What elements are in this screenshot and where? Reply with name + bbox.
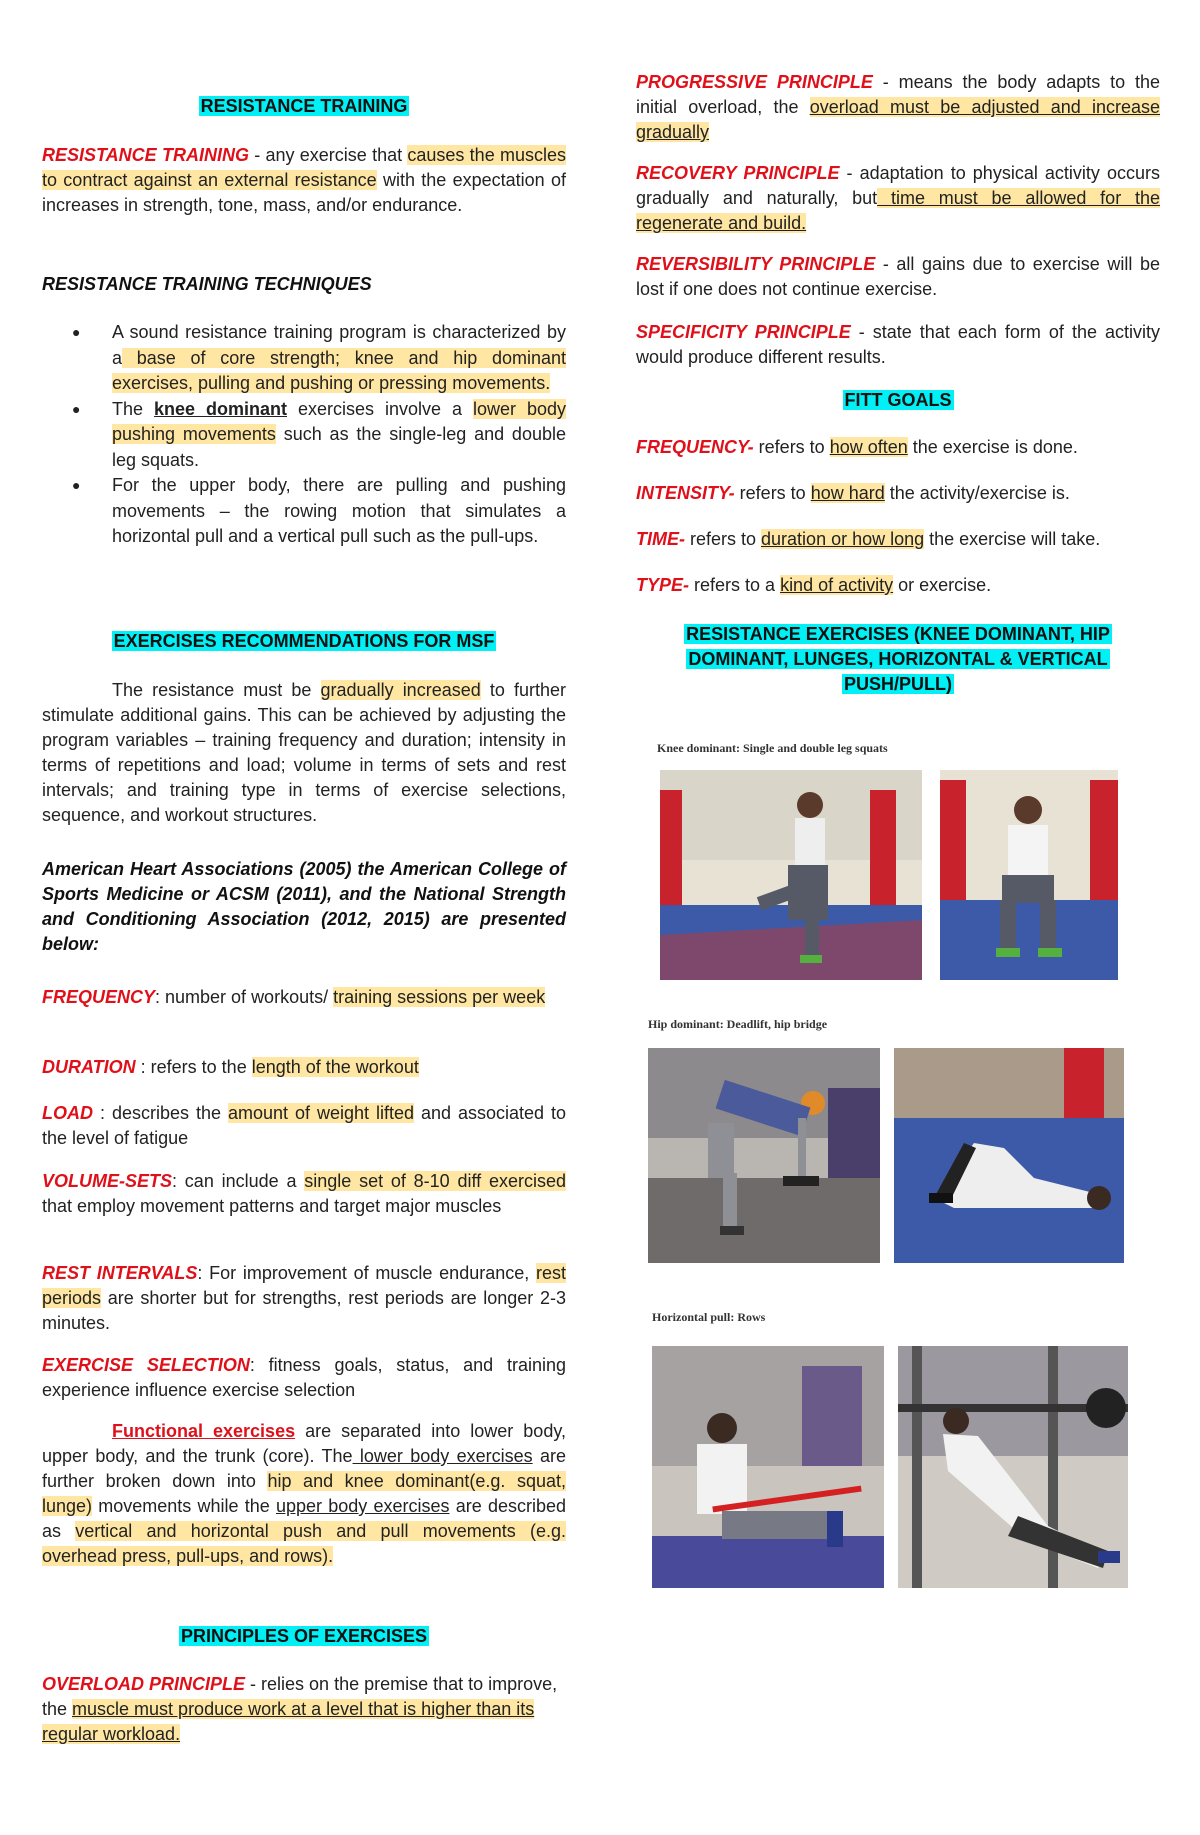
recovery-principle-item: RECOVERY PRINCIPLE - adaptation to physical activity occurs gradually and naturally, but time must be allowed for the regenerate and build.	[636, 163, 1160, 233]
list-item: ● The knee dominant exercises involve a lower body pushing movements such as the single-leg and double leg squats.	[72, 398, 566, 470]
duration-item: DURATION : refers to the length of the workout	[42, 1057, 419, 1077]
fitt-intensity: INTENSITY- refers to how hard the activity/exercise is.	[636, 483, 1070, 503]
single-leg-squat-photo	[660, 770, 922, 980]
specificity-principle-item: SPECIFICITY PRINCIPLE - state that each form of the activity would produce different results.	[636, 322, 1160, 367]
msf-paragraph: The resistance must be gradually increased to further stimulate additional gains. This can be achieved by adjusting the program variables – training frequency and duration; intensity in terms of repetitions and load; volume in terms of sets and rest intervals; and training type in terms of exercise selections, sequence, and workout structures.	[42, 680, 566, 825]
resistance-training-heading: RESISTANCE TRAINING	[200, 96, 408, 116]
frequency-item: FREQUENCY: number of workouts/ training sessions per week	[42, 987, 546, 1007]
load-item: LOAD : describes the amount of weight lifted and associated to the level of fatigue	[42, 1103, 566, 1148]
deadlift-photo	[648, 1048, 880, 1263]
hip-bridge-photo	[894, 1048, 1124, 1263]
list-item: ● A sound resistance training program is characterized by a base of core strength; knee and hip dominant exercises, pulling and pushing or pressing movements.	[72, 322, 566, 393]
techniques-list	[42, 320, 566, 550]
bullet-icon: ●	[72, 477, 81, 493]
double-leg-squat-photo	[940, 770, 1118, 980]
progressive-principle-item: PROGRESSIVE PRINCIPLE - means the body adapts to the initial overload, the overload must be adjusted and increase gradually	[636, 72, 1160, 142]
caption-horizontal-pull: Horizontal pull: Rows	[652, 1310, 766, 1324]
aha-paragraph: American Heart Associations (2005) the American College of Sports Medicine or ACSM (2011), and the National Strength and Conditioning Association (2012, 2015) are presented below:	[42, 859, 566, 954]
volume-sets-item: VOLUME-SETS: can include a single set of 8-10 diff exercised that employ movement patterns and target major muscles	[42, 1171, 566, 1216]
list-item: ● For the upper body, there are pulling and pushing movements – the rowing motion that simulates a horizontal pull and a vertical pull such as the pull-ups.	[72, 475, 566, 546]
fitt-frequency: FREQUENCY- refers to how often the exercise is done.	[636, 437, 1078, 457]
fitt-type: TYPE- refers to a kind of activity or exercise.	[636, 575, 992, 595]
fitt-time: TIME- refers to duration or how long the exercise will take.	[636, 529, 1101, 549]
techniques-heading: RESISTANCE TRAINING TECHNIQUES	[42, 274, 372, 294]
bullet-icon: ●	[72, 324, 81, 340]
fitt-heading: FITT GOALS	[844, 390, 952, 410]
exercise-selection-item: EXERCISE SELECTION: fitness goals, status, and training experience influence exercise selection	[42, 1355, 566, 1400]
reversibility-principle-item: REVERSIBILITY PRINCIPLE - all gains due to exercise will be lost if one does not continue exercise.	[636, 254, 1160, 299]
bullet-icon: ●	[72, 400, 81, 417]
overload-principle-item: OVERLOAD PRINCIPLE - relies on the premise that to improve, the muscle must produce work at a level that is higher than its regular workload.	[42, 1674, 558, 1744]
seated-row-photo	[652, 1346, 884, 1588]
resistance-exercises-heading: RESISTANCE EXERCISES (KNEE DOMINANT, HIP DOMINANT, LUNGES, HORIZONTAL & VERTICAL PUSH/PULL)	[686, 624, 1110, 694]
msf-heading: EXERCISES RECOMMENDATIONS FOR MSF	[113, 631, 495, 651]
resistance-training-definition: RESISTANCE TRAINING - any exercise that causes the muscles to contract against an external resistance with the expectation of increases in strength, tone, mass, and/or endurance.	[42, 145, 566, 215]
principles-heading: PRINCIPLES OF EXERCISES	[180, 1626, 428, 1646]
inverted-row-photo	[898, 1346, 1128, 1588]
functional-exercises-paragraph: Functional exercises are separated into lower body, upper body, and the trunk (core). The lower body exercises are further broken down into hip and knee dominant(e.g. squat, lunge) movements while the upper body exercises are described as vertical and horizontal push and pull movements (e.g. overhead press, pull-ups, and rows).	[42, 1421, 566, 1566]
caption-knee-dominant: Knee dominant: Single and double leg squats	[657, 741, 888, 755]
caption-hip-dominant: Hip dominant: Deadlift, hip bridge	[648, 1017, 828, 1031]
rest-intervals-item: REST INTERVALS: For improvement of muscle endurance, rest periods are shorter but for strengths, rest periods are longer 2-3 minutes.	[42, 1263, 566, 1333]
